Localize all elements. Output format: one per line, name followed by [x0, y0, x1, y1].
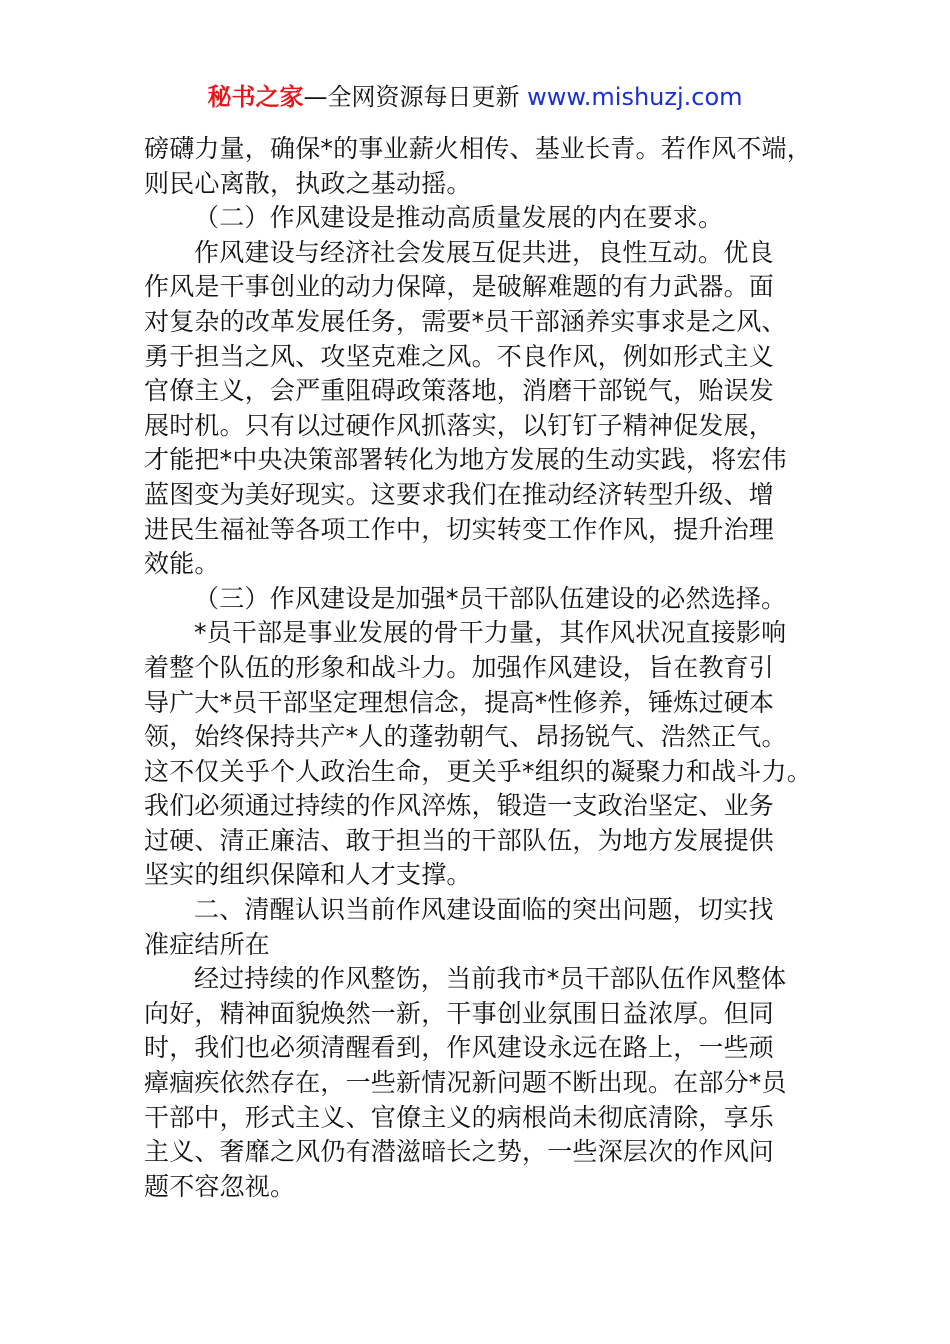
text-line: 才能把*中央决策部署转化为地方发展的生动实践，将宏伟	[144, 445, 787, 475]
text-line: 效能。	[144, 549, 220, 579]
text-line: 蓝图变为美好现实。这要求我们在推动经济转型升级、增	[144, 479, 775, 509]
text-line: 作风建设与经济社会发展互促共进，良性互动。优良	[194, 237, 774, 267]
text-line: 准症结所在	[144, 929, 271, 959]
text-line: 干部中，形式主义、官僚主义的病根尚未彻底清除，享乐	[144, 1102, 775, 1132]
site-url-link[interactable]: www.mishuzj.com	[527, 83, 743, 111]
site-header	[0, 80, 950, 114]
text-line: 我们必须通过持续的作风淬炼，锻造一支政治坚定、业务	[144, 791, 775, 821]
text-line: 时，我们也必须清醒看到，作风建设永远在路上，一些顽	[144, 1033, 775, 1063]
document-body	[144, 132, 844, 1204]
text-line: 对复杂的改革发展任务，需要*员干部涵养实事求是之风、	[144, 306, 787, 336]
site-brand: 秘书之家	[207, 83, 304, 111]
text-line: 二、清醒认识当前作风建设面临的突出问题，切实找	[194, 895, 774, 925]
site-slogan: —全网资源每日更新	[303, 83, 528, 111]
text-line: （二）作风建设是推动高质量发展的内在要求。	[194, 203, 724, 233]
text-line: （三）作风建设是加强*员干部队伍建设的必然选择。	[194, 583, 787, 613]
text-line: 作风是干事创业的动力保障，是破解难题的有力武器。面	[144, 272, 775, 302]
text-line: 导广大*员干部坚定理想信念，提高*性修养，锤炼过硬本	[144, 687, 775, 717]
text-line: 向好，精神面貌焕然一新，干事创业氛围日益浓厚。但同	[144, 998, 775, 1028]
text-line: 经过持续的作风整饬，当前我市*员干部队伍作风整体	[194, 964, 787, 994]
text-line: 题不容忽视。	[144, 1171, 296, 1201]
text-line: 勇于担当之风、攻坚克难之风。不良作风，例如形式主义	[144, 341, 775, 371]
text-line: 进民生福祉等各项工作中，切实转变工作作风，提升治理	[144, 514, 775, 544]
text-line: 主义、奢靡之风仍有潜滋暗长之势，一些深层次的作风问	[144, 1137, 775, 1167]
text-line: *员干部是事业发展的骨干力量，其作风状况直接影响	[194, 618, 787, 648]
text-line: 坚实的组织保障和人才支撑。	[144, 860, 472, 890]
text-line: 展时机。只有以过硬作风抓落实，以钉钉子精神促发展，	[144, 410, 775, 440]
text-line: 磅礴力量，确保*的事业薪火相传、基业长青。若作风不端，	[144, 134, 812, 163]
text-line: 这不仅关乎个人政治生命，更关乎*组织的凝聚力和战斗力。	[144, 756, 812, 786]
text-line: 着整个队伍的形象和战斗力。加强作风建设，旨在教育引	[144, 652, 775, 682]
text-line: 领，始终保持共产*人的蓬勃朝气、昂扬锐气、浩然正气。	[144, 722, 787, 752]
text-line: 则民心离散，执政之基动摇。	[144, 168, 472, 198]
text-line: 瘴痼疾依然存在，一些新情况新问题不断出现。在部分*员	[144, 1068, 787, 1098]
text-line: 官僚主义，会严重阻碍政策落地，消磨干部锐气，贻误发	[144, 376, 775, 406]
text-line: 过硬、清正廉洁、敢于担当的干部队伍，为地方发展提供	[144, 825, 775, 855]
